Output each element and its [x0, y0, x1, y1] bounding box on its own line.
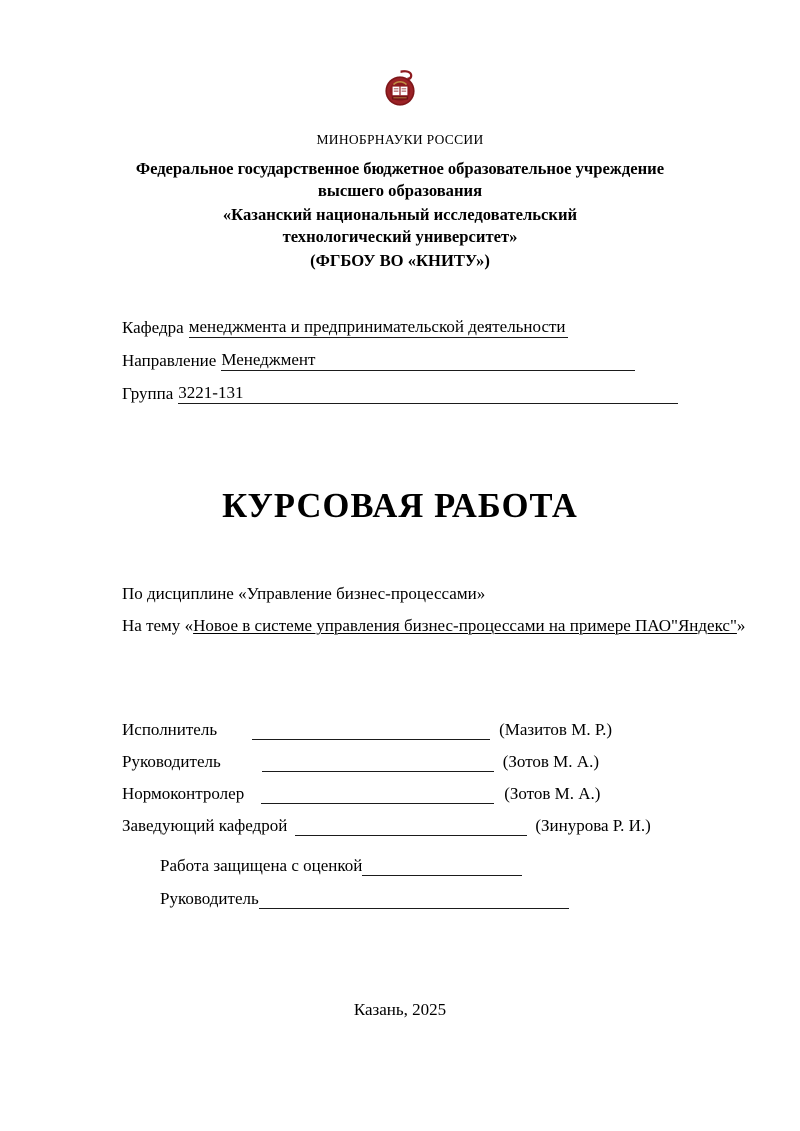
signature-name: (Зотов М. А.)	[502, 752, 599, 771]
defence-grade-line[interactable]	[362, 858, 522, 876]
defence-grade-label: Работа защищена с оценкой	[160, 856, 363, 875]
theme-row	[122, 610, 747, 642]
topic-block	[122, 578, 747, 642]
ministry-line: МИНОБРНАУКИ РОССИИ	[316, 132, 484, 147]
signature-line[interactable]	[262, 754, 494, 772]
defence-supervisor-row	[160, 876, 680, 909]
signature-line[interactable]	[252, 722, 490, 740]
theme-open-quote: «	[184, 616, 194, 635]
kafedra-label: Кафедра	[122, 318, 184, 337]
institution-header	[0, 132, 800, 271]
field-row-kafedra	[122, 305, 682, 338]
theme-value-line-2[interactable]: "Яндекс"	[671, 616, 737, 635]
signature-block	[122, 708, 682, 836]
discipline-value: «Управление бизнес-процессами»	[238, 584, 486, 603]
signature-row	[122, 772, 682, 804]
university-abbreviation: (ФГБОУ ВО «КНИТУ»)	[310, 251, 490, 271]
university-name	[0, 158, 800, 248]
defence-block	[160, 843, 680, 909]
field-row-napravlenie	[122, 338, 682, 371]
signature-role: Исполнитель	[122, 720, 218, 739]
signature-row	[122, 708, 682, 740]
signature-name: (Зинурова Р. И.)	[535, 816, 651, 835]
theme-value-line-1[interactable]: Новое в системе управления бизнес-процессами на примере ПАО	[193, 616, 672, 635]
discipline-row	[122, 578, 747, 610]
discipline-label: По дисциплине	[122, 584, 234, 603]
knrtu-emblem-icon	[380, 68, 420, 112]
defence-supervisor-line[interactable]	[259, 891, 569, 909]
signature-row	[122, 740, 682, 772]
signature-row	[122, 804, 682, 836]
form-fields	[122, 305, 682, 404]
university-line-2: учреждение высшего образования	[317, 158, 665, 200]
field-row-gruppa	[122, 371, 682, 404]
page-title: КУРСОВАЯ РАБОТА	[222, 487, 578, 525]
logo-container	[0, 68, 800, 112]
gruppa-value[interactable]: 3221-131	[178, 383, 244, 402]
signature-role: Руководитель	[122, 752, 221, 771]
napravlenie-label: Направление	[122, 351, 217, 370]
signature-name: (Мазитов М. Р.)	[499, 720, 613, 739]
signature-name: (Зотов М. А.)	[504, 784, 601, 803]
napravlenie-fill-line	[317, 352, 635, 371]
theme-close-quote: »	[736, 616, 746, 635]
university-line-1: Федеральное государственное бюджетное образовательное	[135, 158, 572, 178]
signature-line[interactable]	[261, 786, 494, 804]
signature-line[interactable]	[295, 818, 527, 836]
napravlenie-value[interactable]: Менеджмент	[221, 350, 316, 369]
defence-grade-row	[160, 843, 680, 876]
university-line-4: технологический университет»	[282, 227, 518, 247]
gruppa-fill-line	[245, 385, 678, 404]
city-year: Казань, 2025	[353, 1000, 447, 1019]
university-line-3: «Казанский национальный исследовательский	[222, 205, 578, 224]
gruppa-label: Группа	[122, 384, 174, 403]
theme-label: На тему	[122, 616, 181, 635]
signature-role: Нормоконтролер	[122, 784, 245, 803]
defence-supervisor-label: Руководитель	[160, 889, 259, 908]
kafedra-value[interactable]: менеджмента и предпринимательской деятельности	[188, 317, 566, 336]
signature-role: Заведующий кафедрой	[122, 816, 288, 835]
